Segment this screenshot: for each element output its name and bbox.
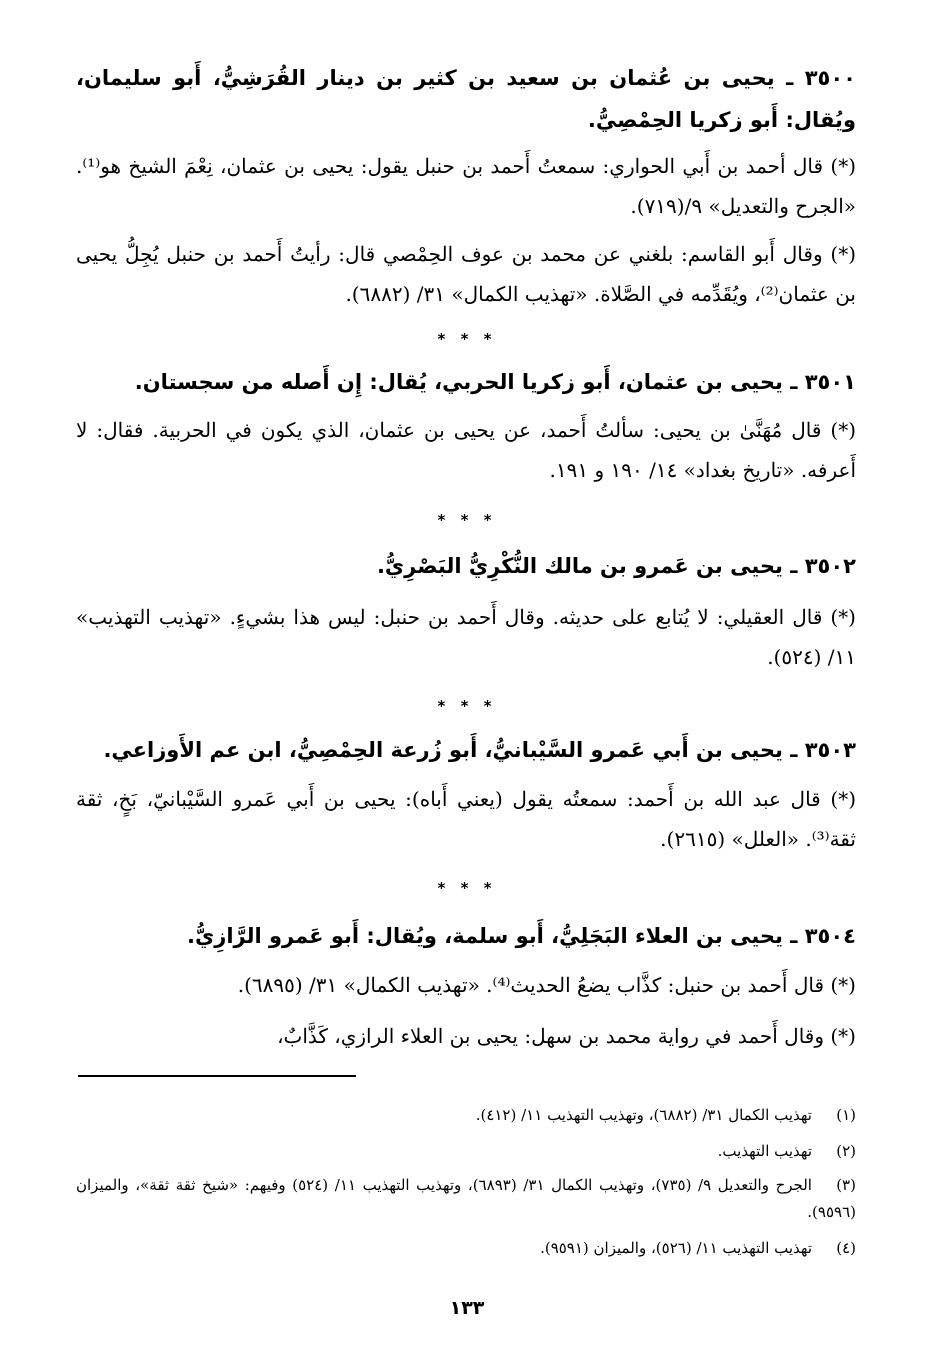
entry-heading: ٣٥٠٣ ـ يحيى بن أَبي عَمرو السَّيْبانيُّ، أَبو زُرعة الحِمْصِيُّ، ابن عم الأَوزاعي. [103,738,856,762]
footnote [76,1172,856,1226]
footnote-text: تهذيب الكمال ٣١/ (٦٨٨٢)، وتهذيب التهذيب ١١/ (٤١٢). [475,1106,812,1124]
entry-paragraph: (*) وقال أَحمد في رواية محمد بن سهل: يحيى بن العلاء الرازي، كَذَّابٌ، [277,1024,856,1048]
footnote [76,1102,856,1129]
section-separator: * * * [437,330,497,348]
entry-heading: ٣٥٠١ ـ يحيى بن عثمان، أَبو زكريا الحربي، يُقال: إِن أَصله من سجستان. [134,370,856,394]
section-separator: * * * [437,879,497,897]
footnote-text: تهذيب التهذيب ١١/ (٥٢٦)، والميزان (٩٥٩١). [540,1239,812,1257]
entry-paragraph: (*) قال عبد الله بن أَحمد: سمعتُه يقول (يعني أَباه): يحيى بن أَبي عَمرو السَّيْبانيّ، بَخٍ، ثقة ثقة⁽³⁾. «العلل» (٢٦١٥). [76,787,856,851]
page-number: ١٣٣ [449,1297,485,1319]
section-separator: * * * [437,511,497,529]
entry-heading: ٣٥٠٢ ـ يحيى بن عَمرو بن مالك النُّكْرِيُّ البَصْرِيُّ. [376,554,856,578]
entry-paragraph: (*) قال أحمد بن أَبي الحواري: سمعتُ أَحمد بن حنبل يقول: يحيى بن عثمان، نِعْمَ الشيخ هو⁽¹⁾. «الجرح والتعديل» ٩/(٧١٩). [76,154,856,218]
footnote-number: (٣) [836,1176,856,1194]
footnote-divider [78,1075,356,1077]
footnote [76,1235,856,1262]
entry-paragraph: (*) قال أَحمد بن حنبل: كذَّاب يضعُ الحديث⁽⁴⁾. «تهذيب الكمال» ٣١/ (٦٨٩٥). [237,973,856,997]
section-separator: * * * [437,697,497,715]
footnote-text: تهذيب التهذيب. [717,1142,812,1160]
entry-heading: ٣٥٠٠ ـ يحيى بن عُثمان بن سعيد بن كثير بن دينار القُرَشِيُّ، أَبو سليمان، ويُقال: أَبو زكريا الحِمْصِيُّ. [76,66,856,132]
footnote-number: (٤) [836,1239,856,1257]
entry-paragraph: (*) وقال أَبو القاسم: بلغني عن محمد بن عوف الحِمْصي قال: رأيتُ أَحمد بن حنبل يُجِلُّ يحيى بن عثمان⁽²⁾، ويُقَدِّمه في الصَّلاة. «تهذيب الكمال» ٣١/ (٦٨٨٢). [76,242,856,306]
entry-paragraph: (*) قال مُهَنَّىٰ بن يحيى: سألتُ أَحمد، عن يحيى بن عثمان، الذي يكون في الحربية. فقال: لا أَعرفه. «تاريخ بغداد» ١٤/ ١٩٠ و ١٩١. [76,418,856,482]
entry-heading: ٣٥٠٤ ـ يحيى بن العلاء البَجَلِيُّ، أَبو سلمة، ويُقال: أَبو عَمرو الرَّازِيُّ. [187,924,856,948]
footnote [76,1138,856,1165]
footnote-number: (١) [836,1106,856,1124]
entry-paragraph: (*) قال العقيلي: لا يُتابع على حديثه. وقال أَحمد بن حنبل: ليس هذا بشيءٍ. «تهذيب التهذيب» ١١/ (٥٢٤). [76,605,856,669]
footnote-text: الجرح والتعديل ٩/ (٧٣٥)، وتهذيب الكمال ٣١/ (٦٨٩٣)، وتهذيب التهذيب ١١/ (٥٢٤) وفيهم: «شيخ ثقة ثقة»، والميزان (٩٥٩٦). [76,1176,856,1221]
footnote-number: (٢) [836,1142,856,1160]
